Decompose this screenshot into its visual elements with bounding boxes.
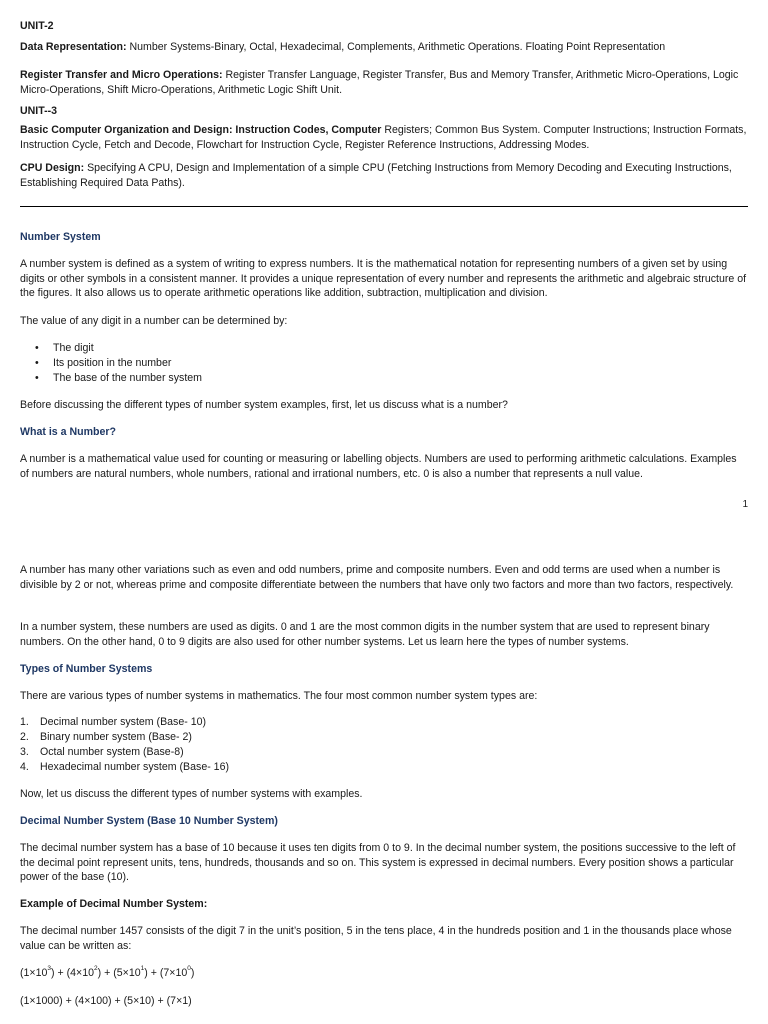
bullet-icon: • (35, 357, 39, 369)
list-item: 1. Decimal number system (Base- 10) (20, 716, 207, 728)
decimal-paragraph: The decimal number system has a base of 10 because it uses ten digits from 0 to 9. In the decimal number system, the positions successive to the left of the decimal point represent units, tens, hundreds, thousands and so on. This system is expressed in decimal numbers. Every position shows a particular power of the base (10). (20, 842, 736, 884)
digits-paragraph: In a number system, these numbers are used as digits. 0 and 1 are the most common digits in the number system that are used to represent binary numbers. On the other hand, 0 to 9 digits are also used for other number systems. Let us learn here the types of number systems. (20, 621, 710, 648)
register-transfer-label: Register Transfer and Micro Operations: (20, 69, 223, 81)
list-item: • The base of the number system (35, 372, 202, 384)
data-representation-text: Number Systems-Binary, Octal, Hexadecimal, Complements, Arithmetic Operations. Floating Point Representation (126, 41, 666, 53)
cpu-design-label: CPU Design: (20, 162, 85, 174)
decimal-example-heading: Example of Decimal Number System: (20, 898, 208, 910)
types-heading: Types of Number Systems (20, 663, 153, 675)
basic-organization-label: Basic Computer Organization and Design: Instruction Codes, Computer (20, 124, 382, 136)
data-representation-label: Data Representation: (20, 41, 127, 53)
decimal-expanded-expression: (1×1000) + (4×100) + (5×10) + (7×1) (20, 995, 192, 1007)
register-transfer-line (20, 68, 748, 97)
what-is-number-heading: What is a Number? (20, 426, 116, 438)
decimal-example-text: The decimal number 1457 consists of the digit 7 in the unit’s position, 5 in the tens place, 4 in the hundreds position and 1 in the thousands place whose value can be written as: (20, 925, 732, 952)
basic-organization-text: Registers; Common Bus System. Computer Instructions; Instruction Formats, Instruction Cycle, Fetch and Decode, Flowchart for Instruction Cycle, Register Reference Instructions, Addressing Modes. (20, 124, 747, 151)
basic-organization-line (20, 123, 748, 152)
number-system-paragraph: A number system is defined as a system of writing to express numbers. It is the mathematical notation for representing numbers of a given set by using digits or other symbols in a consistent manner. It provides a unique representation of every number and represents the arithmetic and algebraic structure of the figures. It also allows us to operate arithmetic operations like addition, subtraction, multiplication and division. (20, 258, 747, 300)
types-list (20, 715, 748, 775)
list-item: • The digit (35, 342, 94, 354)
list-item: • Its position in the number (35, 357, 172, 369)
data-representation-line (20, 40, 748, 55)
bullet-icon: • (35, 342, 39, 354)
what-is-number-paragraph: A number is a mathematical value used for counting or measuring or labelling objects. Numbers are used to performing arithmetic calculations. Examples of numbers are natural numbers, whole numbers, rational and irrational numbers, etc. 0 is also a number that represents a null value. (20, 453, 737, 480)
cpu-design-line (20, 161, 748, 190)
before-discussing-paragraph: Before discussing the different types of number system examples, first, let us discuss what is a number? (20, 399, 508, 411)
register-transfer-text: Register Transfer Language, Register Transfer, Bus and Memory Transfer, Arithmetic Micro-Operations, Logic Micro-Operations, Shift Micro-Operations, Arithmetic Logic Shift Unit. (20, 69, 739, 96)
digit-factors-list (20, 341, 748, 386)
decimal-power-expression: $(1\times 10^3) + (4\times 10^2) + (5\times 10^1) + (7\times 10^0)$ (20, 965, 195, 979)
list-item: 2. Binary number system (Base- 2) (20, 731, 192, 743)
unit2-title: UNIT-2 (20, 20, 54, 32)
types-outro: Now, let us discuss the different types of number systems with examples. (20, 788, 363, 800)
list-item: 3. Octal number system (Base-8) (20, 746, 184, 758)
unit3-title: UNIT--3 (20, 105, 58, 117)
digit-value-intro: The value of any digit in a number can be determined by: (20, 315, 288, 327)
page-number: 1 (742, 499, 748, 510)
horizontal-divider (20, 206, 748, 207)
number-variations-paragraph: A number has many other variations such as even and odd numbers, prime and composite numbers. Even and odd terms are used when a number is divisible by 2 or not, whereas prime and composite differentiate between the numbers that have only two factors and more than two factors, respectively. (20, 564, 734, 591)
decimal-heading: Decimal Number System (Base 10 Number System) (20, 815, 278, 827)
number-system-heading: Number System (20, 231, 101, 243)
types-intro: There are various types of number systems in mathematics. The four most common number system types are: (20, 690, 538, 702)
bullet-icon: • (35, 372, 39, 384)
cpu-design-text: Specifying A CPU, Design and Implementation of a simple CPU (Fetching Instructions from Memory Decoding and Executing Instructions, Establishing Required Data Paths). (20, 162, 732, 189)
list-item: 4. Hexadecimal number system (Base- 16) (20, 761, 229, 773)
